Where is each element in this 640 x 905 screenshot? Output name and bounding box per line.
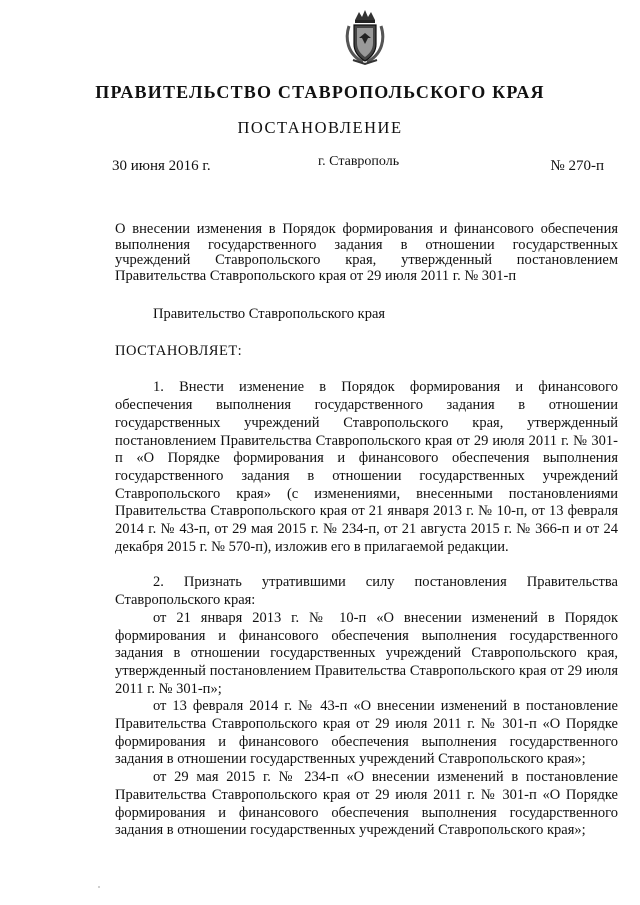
- item-1: 1. Внести изменение в Порядок формирования и финансового обеспечения выполнения государственного задания в отношении государственных учреждений Ставропольского края, утвержденный постановлением Правительства Ставропольского края от 29 июля 2011 г. № 301-п «О Порядке формирования и финансового обеспечения выполнения государственного задания в отношении государственных учреждений Ставропольского края» (с изменениями, внесенными постановлениями Правительства Ставропольского края от 21 января 2013 г. № 10-п, от 13 февраля 2014 г. № 43-п, от 29 мая 2015 г. № 234-п, от 21 августа 2015 г. № 366-п и от 24 декабря 2015 г. № 570-п), изложив его в прилагаемой редакции.: [115, 379, 618, 555]
- decree-word: ПОСТАНОВЛЯЕТ:: [115, 342, 243, 359]
- coat-of-arms-icon: [343, 8, 387, 66]
- preamble: Правительство Ставропольского края: [153, 306, 386, 322]
- document-type: ПОСТАНОВЛЕНИЕ: [237, 118, 403, 137]
- item-2: 2. Признать утратившими силу постановления Правительства Ставропольского края:: [115, 574, 618, 609]
- scan-speck: [98, 886, 100, 888]
- repealed-act-1: от 21 января 2013 г. № 10-п «О внесении изменений в Порядок формирования и финансового обеспечения выполнения государственного задания в отношении государственных учреждений Ставропольского края, утвержденный постановлением Правительства Ставропольского края от 29 июля 2011 г. № 301-п»;: [115, 609, 618, 697]
- document-body: [115, 306, 618, 840]
- document-subject: О внесении изменения в Порядок формирования и финансового обеспечения выполнения государственного задания в отношении государственных учреждений Ставропольского края, утвержденный постановлением Правительства Ставропольского края от 29 июля 2011 г. № 301-п: [115, 221, 618, 284]
- government-title: ПРАВИТЕЛЬСТВО СТАВРОПОЛЬСКОГО КРАЯ: [95, 82, 545, 102]
- repealed-act-2: от 13 февраля 2014 г. № 43-п «О внесении изменений в постановление Правительства Ставропольского края от 29 июля 2011 г. № 301-п «О Порядке формирования и финансового обеспечения выполнения государственного задания в отношении государственных учреждений Ставропольского края»;: [115, 698, 618, 768]
- repealed-act-3: от 29 мая 2015 г. № 234-п «О внесении изменений в постановление Правительства Ставропольского края от 29 июля 2011 г. № 301-п «О Порядке формирования и финансового обеспечения выполнения государственного задания в отношении государственных учреждений Ставропольского края»;: [115, 769, 618, 839]
- document-number: № 270-п: [550, 158, 604, 174]
- document-date: 30 июня 2016 г.: [112, 158, 211, 174]
- document-city: г. Ставрополь: [318, 154, 400, 169]
